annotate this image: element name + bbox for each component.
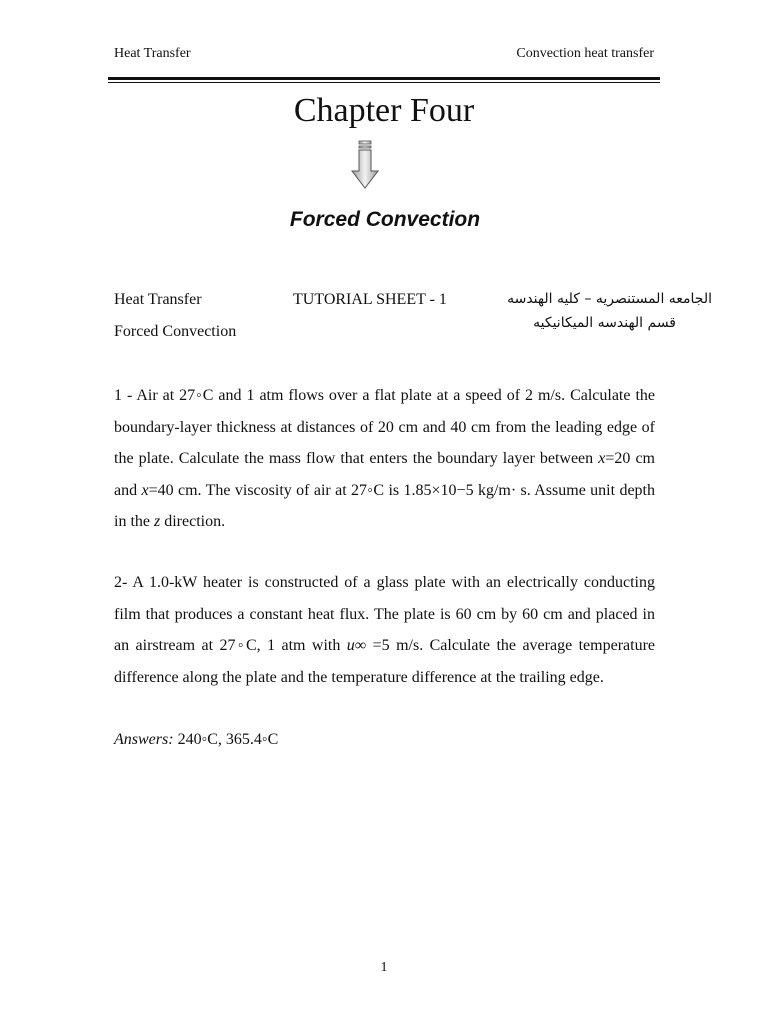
problem-2-text-a: 2- A 1.0-kW heater is constructed of a glass plate with an electrically conducting film that produces a constant heat flux. The plate is 60 cm by 60 cm and placed in an airstream at 27◦C, 1 atm with xyxy=(114,574,655,654)
problem-1-var-x2: x xyxy=(141,481,149,499)
header-rule-thick xyxy=(108,77,660,80)
problem-1-text-a: 1 - Air at 27◦C and 1 atm flows over a flat plate at a speed of 2 m/s. Calculate the boundary-layer thickness at distances of 20 cm and 40 cm from the leading edge of the plate. Calculate the mass flow that enters the boundary layer between xyxy=(114,387,655,467)
problem-2 xyxy=(114,567,655,693)
subtitle: Forced Convection xyxy=(289,208,481,231)
course-name: Heat Transfer xyxy=(114,291,202,308)
problem-1 xyxy=(114,380,655,538)
header-left: Heat Transfer xyxy=(114,46,191,61)
header-rule-thin xyxy=(108,82,660,83)
problem-1-text-c: =40 cm. The viscosity of air at 27◦C is 1.85×10−5 kg/m· s. Assume unit depth in the xyxy=(114,481,655,530)
topic-name: Forced Convection xyxy=(114,323,237,340)
sheet-number: TUTORIAL SHEET - 1 xyxy=(293,291,447,308)
answers-label: Answers: xyxy=(114,731,174,748)
answers xyxy=(114,729,278,751)
down-arrow-icon xyxy=(350,140,380,190)
problem-2-text-b: ∞ =5 m/s. Calculate the average temperature difference along the plate and the temperature difference at the trailing edge. xyxy=(114,637,656,686)
header-right: Convection heat transfer xyxy=(516,46,654,61)
chapter-title: Chapter Four xyxy=(293,92,475,129)
answers-values: 240◦C, 365.4◦C xyxy=(173,731,279,748)
problem-2-var-u: u xyxy=(346,637,355,654)
page-number: 1 xyxy=(380,960,388,975)
department-line: قسم الهندسه الميكانيكيه xyxy=(533,315,676,331)
problem-1-var-x1: x xyxy=(598,450,606,467)
problem-1-text-b: =20 cm and xyxy=(114,450,655,499)
problem-1-text-d: direction. xyxy=(160,513,226,530)
problem-1-var-z: z xyxy=(154,513,161,530)
university-line: الجامعه المستنصريه – كليه الهندسه xyxy=(507,291,712,307)
